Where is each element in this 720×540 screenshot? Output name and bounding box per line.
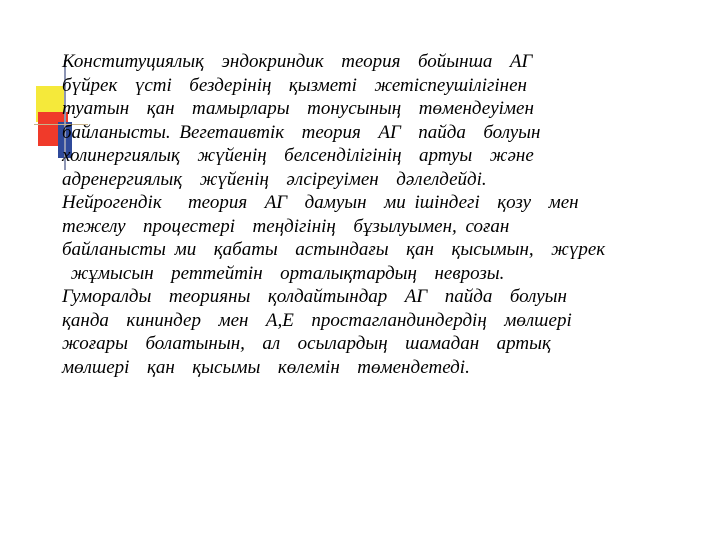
text-line: қанда кининдер мен А,Е простагландиндердің мөлшері [62,309,572,331]
text-line: тежелу процестері теңдігінің бұзылуымен, соған [62,215,510,237]
text-line: Конституциялық эндокриндик теория бойынша АГ [62,51,533,72]
text-line: туатын қан тамырлары тонусының төмендеуімен [62,98,534,119]
body-paragraph [62,50,702,379]
text-line: байланысты. Вегетаивтік теория АГ пайда болуын [62,121,541,143]
text-line: холинергиялық жүйенің белсенділігінің артуы және [62,145,534,166]
text-line: бүйрек үсті бездерінің қызметі жетіспеушілігінен [62,74,527,96]
text-line: Нейрогендік теория АГ дамуын ми ішіндегі қозу мен [62,192,579,213]
text-line: жұмысын реттейтін орталықтардың неврозы. [62,262,505,284]
text-line: мөлшері қан қысымы көлемін төмендетеді. [62,356,470,378]
text-line: байланысты ми қабаты астындағы қан қысымын, жүрек [62,239,606,260]
text-line: адренергиялық жүйенің әлсіреуімен дәлелдейді. [62,168,487,190]
text-line: жоғары болатынын, ал осылардың шамадан артық [62,333,551,354]
text-line: Гуморалды теорияны қолдайтындар АГ пайда болуын [62,286,567,307]
